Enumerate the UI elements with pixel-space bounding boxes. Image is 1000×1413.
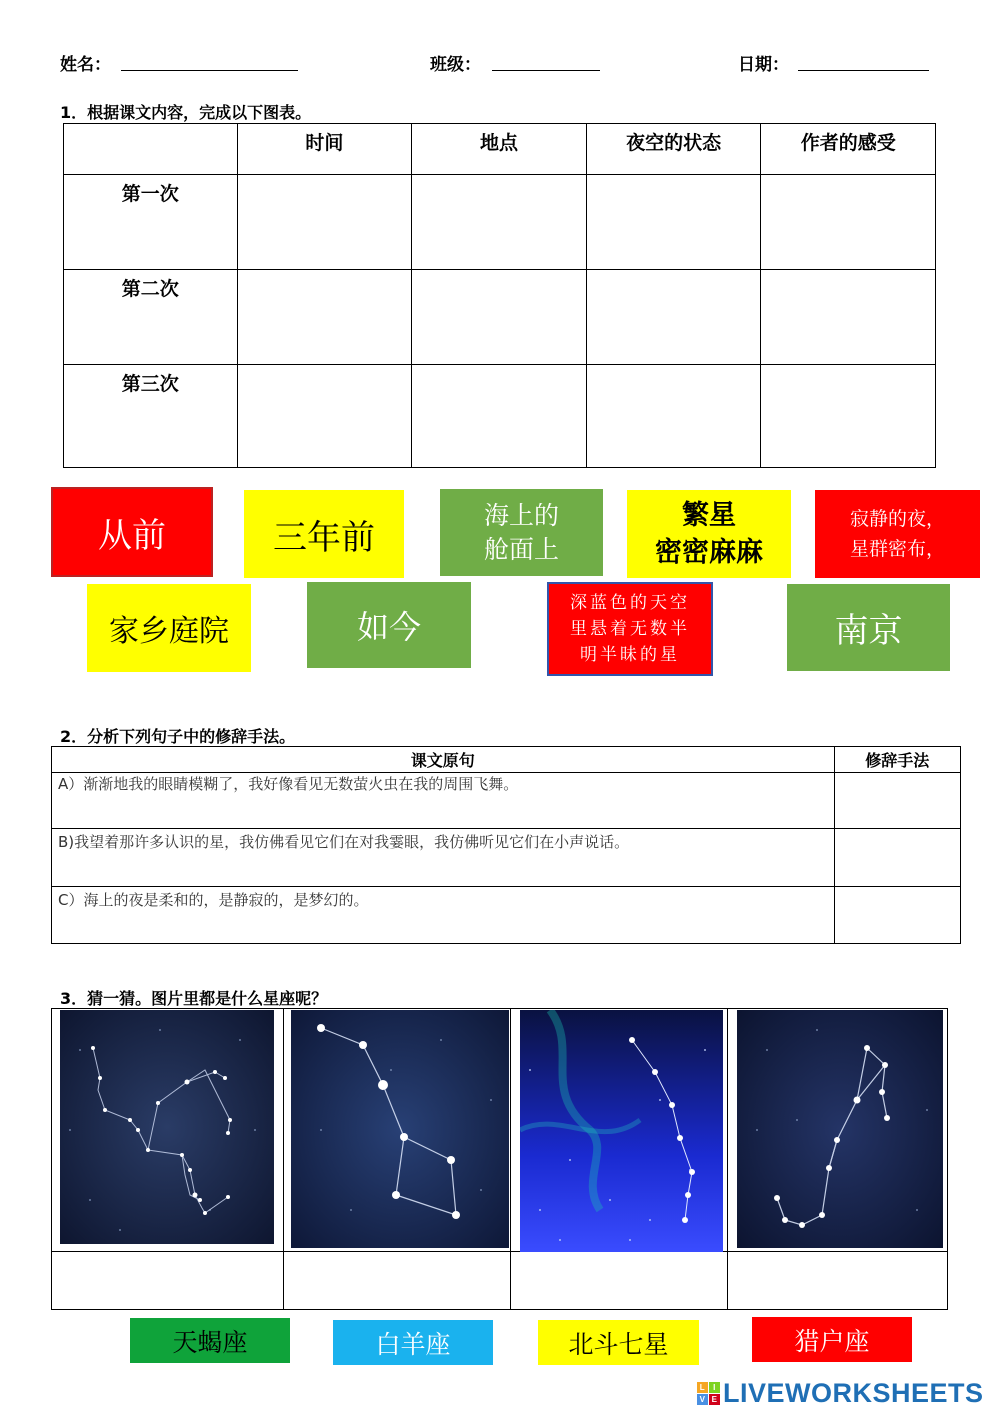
card-text: 白羊座 <box>375 1329 451 1359</box>
q1-table <box>63 123 936 468</box>
constellation-orion-icon <box>60 1010 274 1244</box>
drag-card[interactable] <box>815 490 980 578</box>
liveworksheets-logo <box>697 1377 984 1409</box>
answer-cell[interactable] <box>834 887 960 944</box>
answer-cell[interactable] <box>52 1252 284 1310</box>
class-field[interactable] <box>492 52 600 71</box>
big-dipper-icon <box>291 1010 509 1248</box>
answer-cell[interactable] <box>237 270 412 365</box>
q2-table <box>51 746 961 944</box>
q2-sentence: C）海上的夜是柔和的，是静寂的，是梦幻的。 <box>52 887 835 944</box>
card-text: 深蓝色的天空 里悬着无数半 明半昧的星 <box>570 593 690 665</box>
card-text: 三年前 <box>273 517 375 558</box>
drag-card[interactable] <box>130 1318 290 1363</box>
q1-header-sky: 夜空的状态 <box>586 124 761 175</box>
answer-cell[interactable] <box>511 1252 728 1310</box>
q1-header-blank <box>64 124 238 175</box>
card-text: 如今 <box>356 608 421 646</box>
answer-cell[interactable] <box>761 365 936 468</box>
answer-cell[interactable] <box>586 365 761 468</box>
card-text: 天蝎座 <box>172 1327 248 1357</box>
q1-header-feeling: 作者的感受 <box>761 124 936 175</box>
date-field[interactable] <box>798 52 929 71</box>
card-text: 从前 <box>98 515 166 556</box>
answer-cell[interactable] <box>834 829 960 887</box>
answer-cell[interactable] <box>728 1252 948 1310</box>
q1-row-label: 第三次 <box>64 365 238 468</box>
answer-cell[interactable] <box>834 773 960 829</box>
drag-card[interactable] <box>307 582 471 668</box>
card-text: 猎户座 <box>794 1326 870 1356</box>
answer-cell[interactable] <box>412 365 587 468</box>
drag-card[interactable] <box>627 490 791 578</box>
q2-sentence: B)我望着那许多认识的星，我仿佛看见它们在对我霎眼，我仿佛听见它们在小声说话。 <box>52 829 835 887</box>
card-text: 南京 <box>834 611 903 651</box>
answer-cell[interactable] <box>412 175 587 270</box>
q2-header-device: 修辞手法 <box>834 747 960 773</box>
q1-row-label: 第二次 <box>64 270 238 365</box>
answer-cell[interactable] <box>237 365 412 468</box>
drag-card[interactable] <box>87 584 251 672</box>
card-text: 繁星 密密麻麻 <box>655 500 763 568</box>
drag-card[interactable] <box>752 1317 912 1362</box>
drag-card[interactable] <box>787 584 950 671</box>
logo-text: LIVEWORKSHEETS <box>723 1377 984 1408</box>
drag-card[interactable] <box>547 582 713 676</box>
q1-row-label: 第一次 <box>64 175 238 270</box>
name-field[interactable] <box>121 52 298 71</box>
card-text: 家乡庭院 <box>109 614 229 649</box>
answer-cell[interactable] <box>586 175 761 270</box>
name-label: 姓名： <box>60 55 111 75</box>
class-label: 班级： <box>430 55 481 75</box>
drag-card[interactable] <box>333 1320 493 1365</box>
q2-header-sentence: 课文原句 <box>52 747 835 773</box>
drag-card[interactable] <box>440 489 603 576</box>
answer-cell[interactable] <box>283 1252 511 1310</box>
logo-grid-icon: L I V E <box>697 1382 720 1405</box>
q1-header-place: 地点 <box>412 124 587 175</box>
answer-cell[interactable] <box>761 175 936 270</box>
question-1-title: 1．根据课文内容，完成以下图表。 <box>60 103 312 122</box>
answer-cell[interactable] <box>586 270 761 365</box>
q2-sentence: A）渐渐地我的眼睛模糊了，我好像看见无数萤火虫在我的周围飞舞。 <box>52 773 835 829</box>
drag-card[interactable] <box>244 490 404 578</box>
card-text: 寂静的夜， 星群密布， <box>849 508 945 560</box>
big-dipper-blue-icon <box>520 1010 723 1252</box>
date-label: 日期： <box>738 55 789 75</box>
q1-header-time: 时间 <box>237 124 412 175</box>
answer-cell[interactable] <box>761 270 936 365</box>
scorpius-icon <box>737 1010 943 1248</box>
drag-card[interactable] <box>538 1320 699 1365</box>
answer-cell[interactable] <box>237 175 412 270</box>
drag-card[interactable] <box>51 487 213 577</box>
question-3-title: 3．猜一猜。图片里都是什么星座呢？ <box>60 989 328 1008</box>
answer-cell[interactable] <box>412 270 587 365</box>
card-text: 北斗七星 <box>568 1329 669 1359</box>
question-2-title: 2．分析下列句子中的修辞手法。 <box>60 727 296 746</box>
card-text: 海上的 舱面上 <box>483 500 559 564</box>
